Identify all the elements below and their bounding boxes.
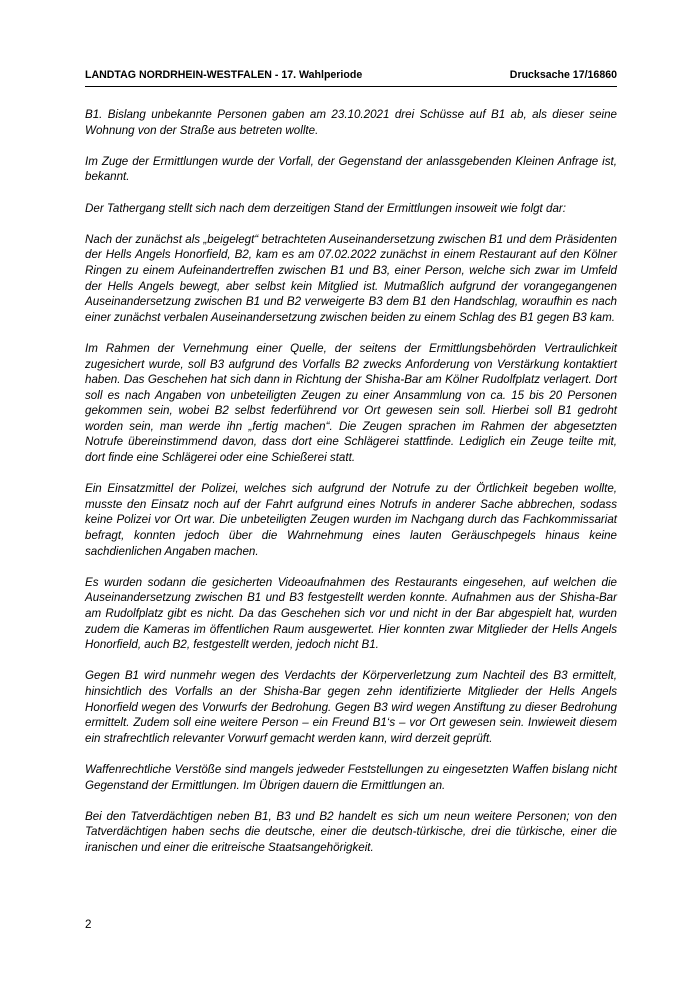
paragraph: B1. Bislang unbekannte Personen gaben am 23.10.2021 drei Schüsse auf B1 ab, als dieser seine Wohnung von der Straße aus betreten wollte.	[85, 108, 617, 137]
paragraph: Ein Einsatzmittel der Polizei, welches sich aufgrund der Notrufe zu der Örtlichkeit begeben wollte, musste den Einsatz noch auf der Fahrt aufgrund eines Notrufs in anderer Sache abbrechen, sodass keine Polizei vor Ort war. Die unbeteiligten Zeugen wurden im Nachgang durch das Fachkommissariat befragt, konnten jedoch über die Wahrnehmung eines lauten Geräuschpegels hinaus keine sachdienlichen Angaben machen.	[85, 482, 617, 558]
paragraph: Der Tathergang stellt sich nach dem derzeitigen Stand der Ermittlungen insoweit wie folgt dar:	[85, 201, 566, 215]
page-header	[85, 66, 617, 87]
document-body	[85, 107, 617, 871]
header-document-number: Drucksache 17/16860	[509, 69, 617, 81]
paragraph: Nach der zunächst als „beigelegt“ betrachteten Auseinandersetzung zwischen B1 und dem Präsidenten der Hells Angels Honorfield, B2, kam es am 07.02.2022 zunächst in einem Restaurant auf den Kölner Ringen zu einem Aufeinandertreffen zwischen B1 und B3, einer Person, welche sich zwar im Umfeld der Hells Angels bewegt, aber selbst kein Mitglied ist. Mutmaßlich aufgrund der vorangegangenen Auseinandersetzung zwischen B1 und B2 verweigerte B3 dem B1 den Handschlag, woraufhin es nach einer zunächst verbalen Auseinandersetzung zwischen beiden zu einem Schlag des B1 gegen B3 kam.	[85, 232, 617, 324]
paragraph: Waffenrechtliche Verstöße sind mangels jedweder Feststellungen zu eingesetzten Waffen bislang nicht Gegenstand der Ermittlungen. Im Übrigen dauern die Ermittlungen an.	[85, 762, 617, 792]
header-parliament-title: LANDTAG NORDRHEIN-WESTFALEN - 17. Wahlperiode	[85, 69, 363, 81]
paragraph: Bei den Tatverdächtigen neben B1, B3 und B2 handelt es sich um neun weitere Personen; von den Tatverdächtigen haben sechs die deutsche, einer die deutsch-türkische, drei die türkische, einer die iranischen und einer die eritreische Staatsangehörigkeit.	[85, 809, 617, 854]
paragraph: Es wurden sodann die gesicherten Videoaufnahmen des Restaurants eingesehen, auf welchen die Auseinandersetzung zwischen B1 und B3 festgestellt werden konnte. Aufnahmen aus der Shisha-Bar am Rudolfplatz gibt es nicht. Da das Geschehen sich vor und nicht in der Bar abgespielt hat, wurden zudem die Kameras im öffentlichen Raum ausgewertet. Hier konnten zwar Mitglieder der Hells Angels Honorfield, auch B2, festgestellt werden, jedoch nicht B1.	[85, 575, 617, 652]
page-number: 2	[85, 918, 92, 931]
paragraph: Im Zuge der Ermittlungen wurde der Vorfall, der Gegenstand der anlassgebenden Kleinen Anfrage ist, bekannt.	[85, 154, 617, 184]
paragraph: Im Rahmen der Vernehmung einer Quelle, der seitens der Ermittlungsbehörden Vertraulichkeit zugesichert wurde, soll B3 aufgrund des Vorfalls B2 zwecks Anforderung von Verstärkung kontaktiert haben. Das Geschehen hat sich dann in Richtung der Shisha-Bar am Kölner Rudolfplatz verlagert. Dort soll es nach Angaben von unbeteiligten Zeugen zu einer Ansammlung von ca. 15 bis 20 Personen gekommen sein, wobei B2 selbst federführend vor Ort gewesen sein soll. Hierbei soll B1 gedroht worden sein, man werde ihn „fertig machen“. Die Zeugen sprachen im Rahmen der abgesetzten Notrufe übereinstimmend davon, dass dort eine Schlägerei stattfinde. Lediglich ein Zeuge teilte mit, dort finde eine Schlägerei oder eine Schießerei statt.	[85, 341, 617, 465]
paragraph: Gegen B1 wird nunmehr wegen des Verdachts der Körperverletzung zum Nachteil des B3 ermittelt, hinsichtlich des Vorfalls an der Shisha-Bar gegen zehn identifizierte Mitglieder der Hells Angels Honorfield wegen des Vorwurfs der Bedrohung. Gegen B3 wird wegen Anstiftung zu dieser Bedrohung ermittelt. Zudem soll eine weitere Person – ein Freund B1‘s – vor Ort gewesen sein. Inwieweit diesem ein strafrechtlich relevanter Vorwurf gemacht werden kann, wird derzeit geprüft.	[85, 669, 617, 745]
